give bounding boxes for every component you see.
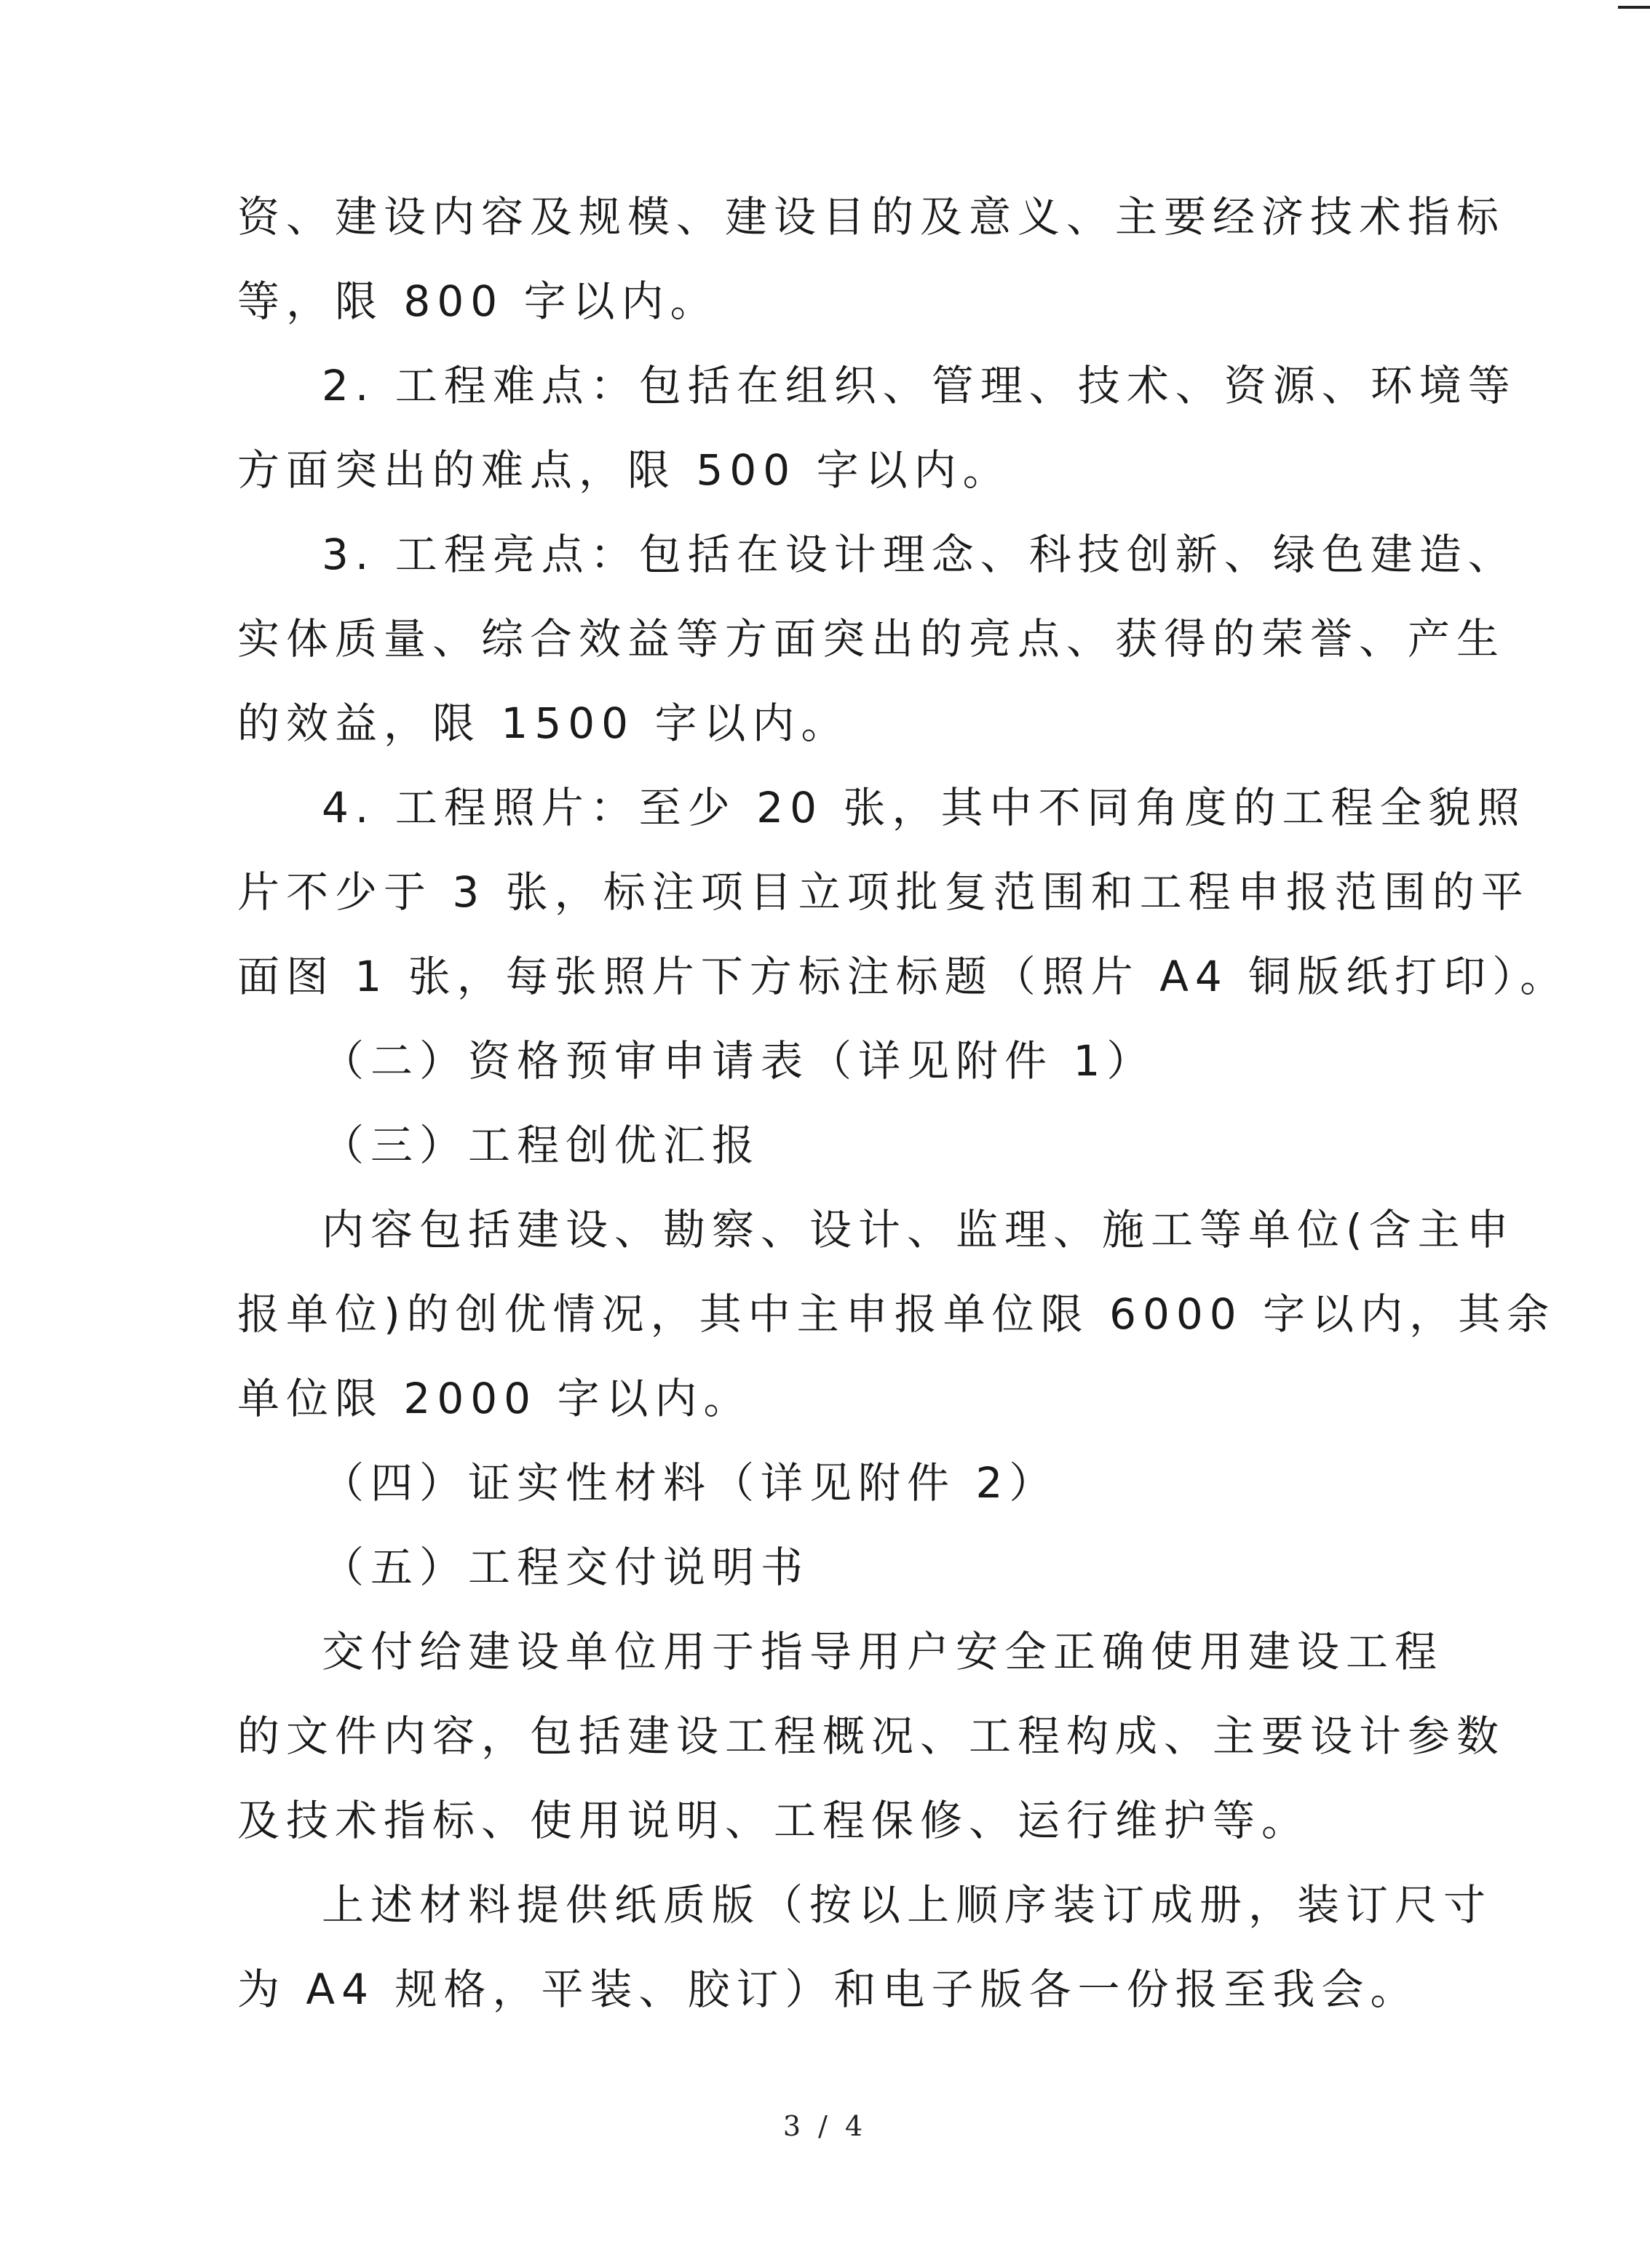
section-heading: （二）资格预审申请表（详见附件 1） [322,1036,1156,1086]
document-body [237,175,1569,2032]
text-line: 单位限 2000 字以内。 [237,1374,753,1423]
text-line: 交付给建设单位用于指导用户安全正确使用建设工程 [322,1627,1444,1676]
text-line: 方面突出的难点，限 500 字以内。 [237,445,1012,495]
text-line: 为 A4 规格，平装、胶订）和电子版各一份报至我会。 [237,1965,1419,2014]
text-line: 的效益，限 1500 字以内。 [237,699,850,748]
section-heading: （三）工程创优汇报 [322,1121,761,1170]
page-number: 3 / 4 [782,2110,868,2142]
text-line: 内容包括建设、勘察、设计、监理、施工等单位(含主申 [322,1205,1515,1254]
text-line: 实体质量、综合效益等方面突出的亮点、获得的荣誉、产生 [237,614,1506,664]
text-line: 面图 1 张，每张照片下方标注标题（照片 A4 铜版纸打印）。 [237,952,1569,1001]
text-line: 的文件内容，包括建设工程概况、工程构成、主要设计参数 [237,1711,1506,1761]
text-line: 等，限 800 字以内。 [237,276,719,326]
text-line: 2. 工程难点：包括在组织、管理、技术、资源、环境等 [322,361,1517,410]
text-line: 及技术指标、使用说明、工程保修、运行维护等。 [237,1796,1311,1845]
text-line: 报单位)的创优情况，其中主申报单位限 6000 字以内，其余 [237,1289,1556,1339]
text-line: 上述材料提供纸质版（按以上顺序装订成册，装订尺寸 [322,1880,1493,1930]
section-heading: （五）工程交付说明书 [322,1543,810,1592]
text-line: 片不少于 3 张，标注项目立项批复范围和工程申报范围的平 [237,867,1530,917]
text-line: 4. 工程照片：至少 20 张，其中不同角度的工程全貌照 [322,783,1526,832]
scan-edge-mark [1618,6,1650,9]
text-line: 3. 工程亮点：包括在设计理念、科技创新、绿色建造、 [322,530,1517,579]
text-line: 资、建设内容及规模、建设目的及意义、主要经济技术指标 [237,192,1506,242]
section-heading: （四）证实性材料（详见附件 2） [322,1458,1058,1508]
